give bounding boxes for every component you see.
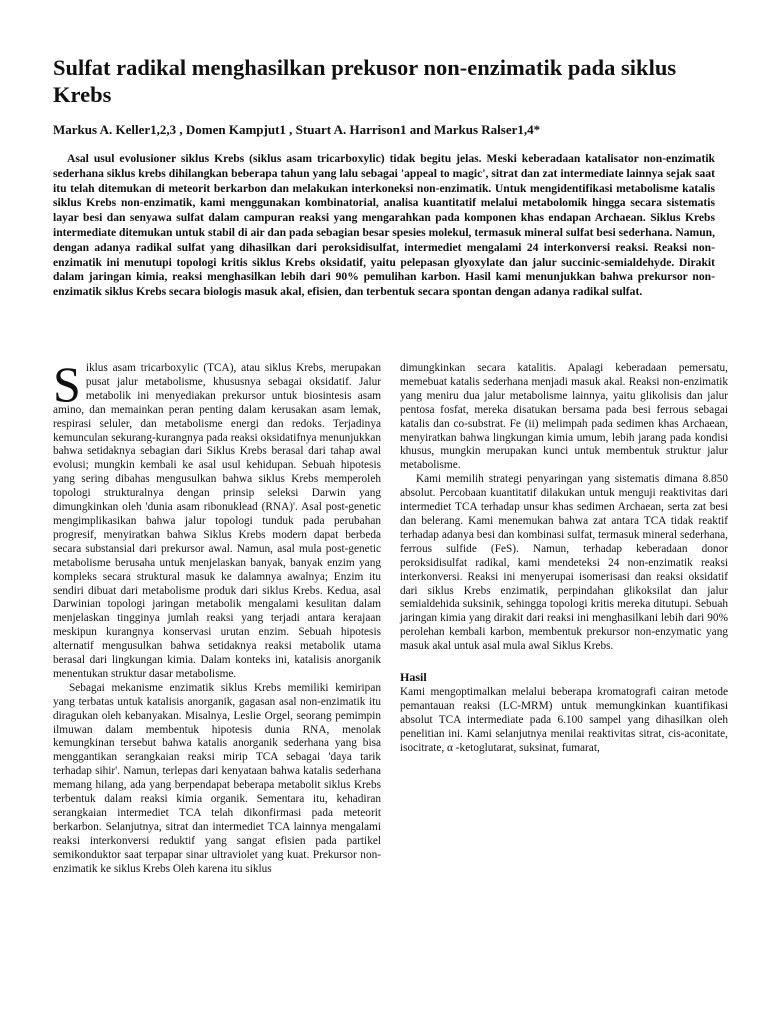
intro-paragraph-4: Kami memilih strategi penyaringan yang sistematis dimana 8.850 absolut. Percobaan kuantitatif dilakukan untuk menguji reaktivitas dari intermediet TCA terhadap unsur khas sedimen Archaean, serta zat besi dan belerang. Kami menemukan bahwa zat antara TCA tidak reaktif terhadap adanya besi dan kombinasi sulfat, termasuk mineral sederhana, ferrous sulfide (FeS). Namun, terhadap keberadaan donor peroksidisulfat radikal, kami mendeteksi 24 non-enzimatik reaksi interkonversi. Reaksi ini menyerupai isomerisasi dan reaksi oksidatif dari siklus Krebs enzimatik, perpindahan glikoksilat dan jalur semialdehida suksinik, sehingga topologi kritis mereka ditutupi. Sebuah jaringan kimia yang dirakit dari reaksi ini menghasilkani lebih dari 90% perolehan kembali karbon, membentuk prekursor non-enzymatic yang masuk akal untuk asal mula awal Siklus Krebs. xyxy=(400,473,728,653)
abstract: Asal usul evolusioner siklus Krebs (siklus asam tricarboxylic) tidak begitu jelas. Meski keberadaan katalisator non-enzimatik sederhana siklus krebs dihilangkan beberapa tahun yang lalu sebagai 'appeal to magic', sitrat dan zat intermediate lainnya sejak saat itu telah ditemukan di meteorit berkarbon dan melakukan interkoneksi non-enzimatik. Untuk mengidentifikasi metabolisme katalis siklus Krebs non-enzimatik, kami menggunakan kombinatorial, analisa kuantitatif melalui metabolomik hingga secara sistematis layar besi dan senyawa sulfat dalam campuran reaksi yang mengarahkan pada komponen khas endapan Archaean. Siklus Krebs intermediate ditemukan untuk stabil di air dan pada sebagian besar spesies molekul, termasuk mineral sulfat besi sederhana. Namun, dengan adanya radikal sulfat yang dihasilkan dari peroksidisulfat, intermediet mengalami 24 interkonversi reaksi. Reaksi non-enzimatik ini menutupi topologi kritis siklus Krebs oksidatif, yaitu pelepasan glyoxylate dan jalur succinic-semialdehyde. Dirakit dalam jaringan kimia, reaksi menghasilkan lebih dari 90% pemulihan karbon. Hasil kami menunjukkan bahwa prekursor non-enzimatik siklus Krebs secara biologis masuk akal, efisien, dan terbentuk secara spontan dengan adanya radikal sulfat. xyxy=(53,152,715,299)
intro-paragraph-2: Sebagai mekanisme enzimatik siklus Krebs memiliki kemiripan yang terbatas untuk katalisis anorganik, gagasan asal non-enzimatik itu diragukan oleh kebanyakan. Misalnya, Leslie Orgel, seorang pemimpin ilmuwan dalam membentuk hipotesis dunia RNA, menolak kemungkinan tersebut bahwa katalis anorganik sederhana yang bisa menggantikan serangkaian reaksi mirip TCA sebagai 'daya tarik terhadap sihir'. Namun, terlepas dari kenyataan bahwa katalis sederhana memang hilang, ada yang berpendapat beberapa metabolit siklus Krebs terbentuk dalam reaksi kimia organik. Sementara itu, kehadiran serangkaian intermediet TCA telah dikonfirmasi pada meteorit berkarbon. Selanjutnya, sitrat dan intermediet TCA lainnya mengalami reaksi interkonversi reduktif yang sangat efisien pada partikel semikonduktor saat terpapar sinar ultraviolet yang kuat. Prekursor non-enzimatik ke siklus Krebs Oleh karena itu siklus xyxy=(53,681,381,875)
body-column-right xyxy=(400,362,728,755)
intro-paragraph-1 xyxy=(53,356,381,682)
body-column-left xyxy=(53,356,381,877)
author-list: Markus A. Keller1,2,3 , Domen Kampjut1 , Stuart A. Harrison1 and Markus Ralser1,4* xyxy=(53,122,541,137)
drop-cap: S xyxy=(53,356,81,412)
section-heading-hasil: Hasil xyxy=(400,670,427,685)
paper-title: Sulfat radikal menghasilkan prekusor non-enzimatik pada siklus Krebs xyxy=(53,55,677,107)
intro-paragraph-1-text: iklus asam tricarboxylic (TCA), atau siklus Krebs, merupakan pusat jalur metabolisme, khususnya sebagai oksidatif. Jalur metabolik ini menyediakan prekursor untuk biosintesis asam amino, dan memainkan peran penting dalam kerusakan asam lemak, respirasi seluler, dan metabolisme energi dan redoks. Terjadinya kemunculan sekurang-kurangnya pada reaksi oksidatifnya menunjukkan bahwa setidaknya sebagian dari Siklus Krebs berasal dari tahap awal evolusi; mungkin kembali ke asal usul kehidupan. Sebuah hipotesis yang sering dibahas mengusulkan bahwa siklus Krebs memperoleh topologi strukturalnya dengan prinsip seleksi Darwin yang dimungkinkan oleh 'dunia asam ribonuklead (RNA)'. Asal post-genetic mengimplikasikan bahwa jalur topologi tunduk pada perubahan progresif, menyiratkan bahwa Siklus Krebs modern dapat berbeda secara substansial dari prekursor awal. Namun, asal mula post-genetic metabolisme berusaha untuk menjelaskan banyak, banyak enzim yang kompleks secara struktural masuk ke dalamnya awalnya; Enzim itu sendiri dibuat dari metabolisme produk dari siklus Krebs. Kedua, asal Darwinian topologi jaringan metabolik mengalami kesulitan dalam menjelaskan tingginya jumlah reaksi yang terjadi antara kerajaan meskipun kurangnya konservasi urutan enzim. Sebuah hipotesis alternatif mengusulkan bahwa setidaknya reaksi metabolik utama berasal dari lingkungan kimia. Dalam konteks ini, katalisis anorganik menentukan struktur dasar metabolisme. xyxy=(53,362,381,680)
results-paragraph-1: Kami mengoptimalkan melalui beberapa kromatografi cairan metode pemantauan reaksi (LC-MRM) untuk memungkinkan kuantifikasi absolut TCA intermediate pada 6.100 sampel yang dihasilkan oleh penelitian ini. Kami selanjutnya menilai reaktivitas sitrat, cis-aconitate, isocitrate, α -ketoglutarat, suksinat, fumarat, xyxy=(400,685,728,754)
intro-paragraph-3: dimungkinkan secara katalitis. Apalagi keberadaan pemersatu, memebuat katalis sederhana menjadi masuk akal. Reaksi non-enzimatik yang meniru dua jalur metabolisme lainnya, yaitu glikolisis dan jalur pentosa fosfat, mereka disatukan bersama pada besi ferrous sebagai katalis dan co-substrat. Fe (ii) melimpah pada sedimen khas Archaean, menyiratkan bahwa lingkungan kimia umum, lebih jarang pada kondisi khusus, mungkin merupakan kunci untuk membentuk struktur jalur metabolisme. xyxy=(400,362,728,472)
